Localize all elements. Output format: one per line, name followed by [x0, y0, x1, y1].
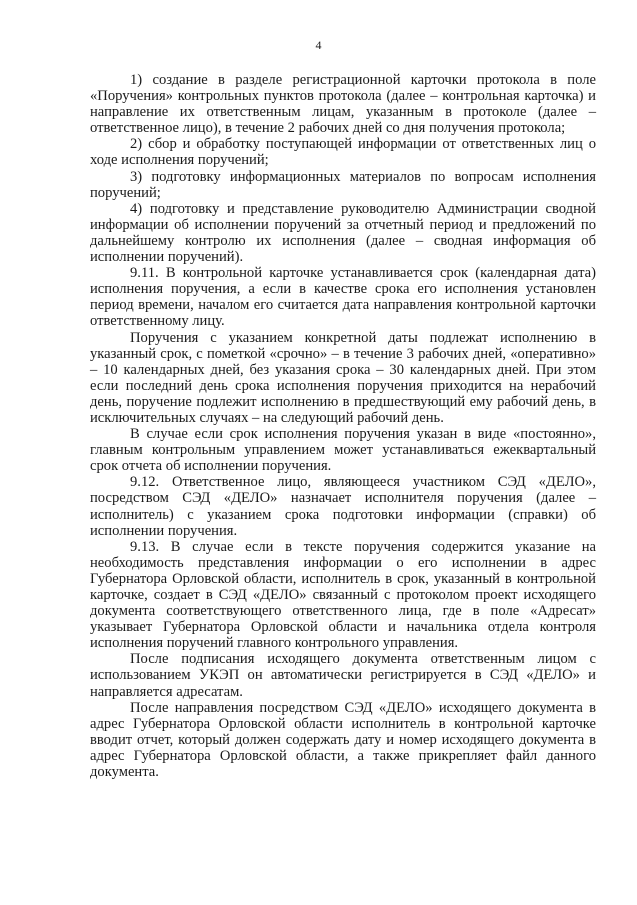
paragraph-item-3: 3) подготовку информационных материалов по вопросам исполнения поручений; [90, 168, 596, 201]
paragraph-9-11: 9.11. В контрольной карточке устанавливается срок (календарная дата) исполнения поручения, а если в качестве срока его исполнения установлен период времени, началом его считается дата направления контрольной карточки ответственному лицу. [90, 265, 596, 330]
paragraph-deadlines: Поручения с указанием конкретной даты подлежат исполнению в указанный срок, с пометкой «срочно» – в течение 3 рабочих дней, «оперативно» – 10 календарных дней, без указания срока – 30 календарных дней. При этом если последний день срока исполнения поручения приходится на нерабочий день, поручение подлежит исполнению в предшествующий ему рабочий день, в исключительных случаях – на следующий рабочий день. [90, 329, 596, 426]
paragraph-item-1: 1) создание в разделе регистрационной карточки протокола в поле «Поручения» контрольных пунктов протокола (далее – контрольная карточка) и направление их ответственным лицам, указанным в протоколе (далее – ответственное лицо), в течение 2 рабочих дней со дня получения протокола; [90, 72, 596, 137]
paragraph-9-12: 9.12. Ответственное лицо, являющееся участником СЭД «ДЕЛО», посредством СЭД «ДЕЛО» назначает исполнителя поручения (далее – исполнитель) с указанием срока подготовки информации (справки) об исполнении поручения. [90, 474, 596, 539]
paragraph-item-4: 4) подготовку и представление руководителю Администрации сводной информации об исполнении поручений за отчетный период и предложений по дальнейшему контролю их исполнения (далее – сводная информация об исполнении поручений). [90, 200, 596, 266]
paragraph-item-2: 2) сбор и обработку поступающей информации от ответственных лиц о ходе исполнения поручений; [90, 136, 596, 169]
paragraph-signing: После подписания исходящего документа ответственным лицом с использованием УКЭП он автоматически регистрируется в СЭД «ДЕЛО» и направляется адресатам. [90, 651, 596, 700]
paragraph-9-13: 9.13. В случае если в тексте поручения содержится указание на необходимость представления информации о его исполнении в адрес Губернатора Орловской области, исполнитель в срок, указанный в контрольной карточке, создает в СЭД «ДЕЛО» связанный с протоколом проект исходящего документа соответствующего ответственного лица, где в поле «Адресат» указывает Губернатора Орловской области и начальника отдела контроля исполнения поручений главного контрольного управления. [90, 538, 596, 652]
page-number: 4 [315, 38, 322, 52]
paragraph-permanent: В случае если срок исполнения поручения указан в виде «постоянно», главным контрольным управлением может устанавливаться ежеквартальный срок отчета об исполнении поручения. [90, 426, 596, 475]
paragraph-report: После направления посредством СЭД «ДЕЛО» исходящего документа в адрес Губернатора Орловской области исполнитель в контрольной карточке вводит отчет, который должен содержать дату и номер исходящего документа в адрес Губернатора Орловской области, а также прикрепляет файл данного документа. [90, 699, 596, 781]
document-body [90, 72, 596, 780]
